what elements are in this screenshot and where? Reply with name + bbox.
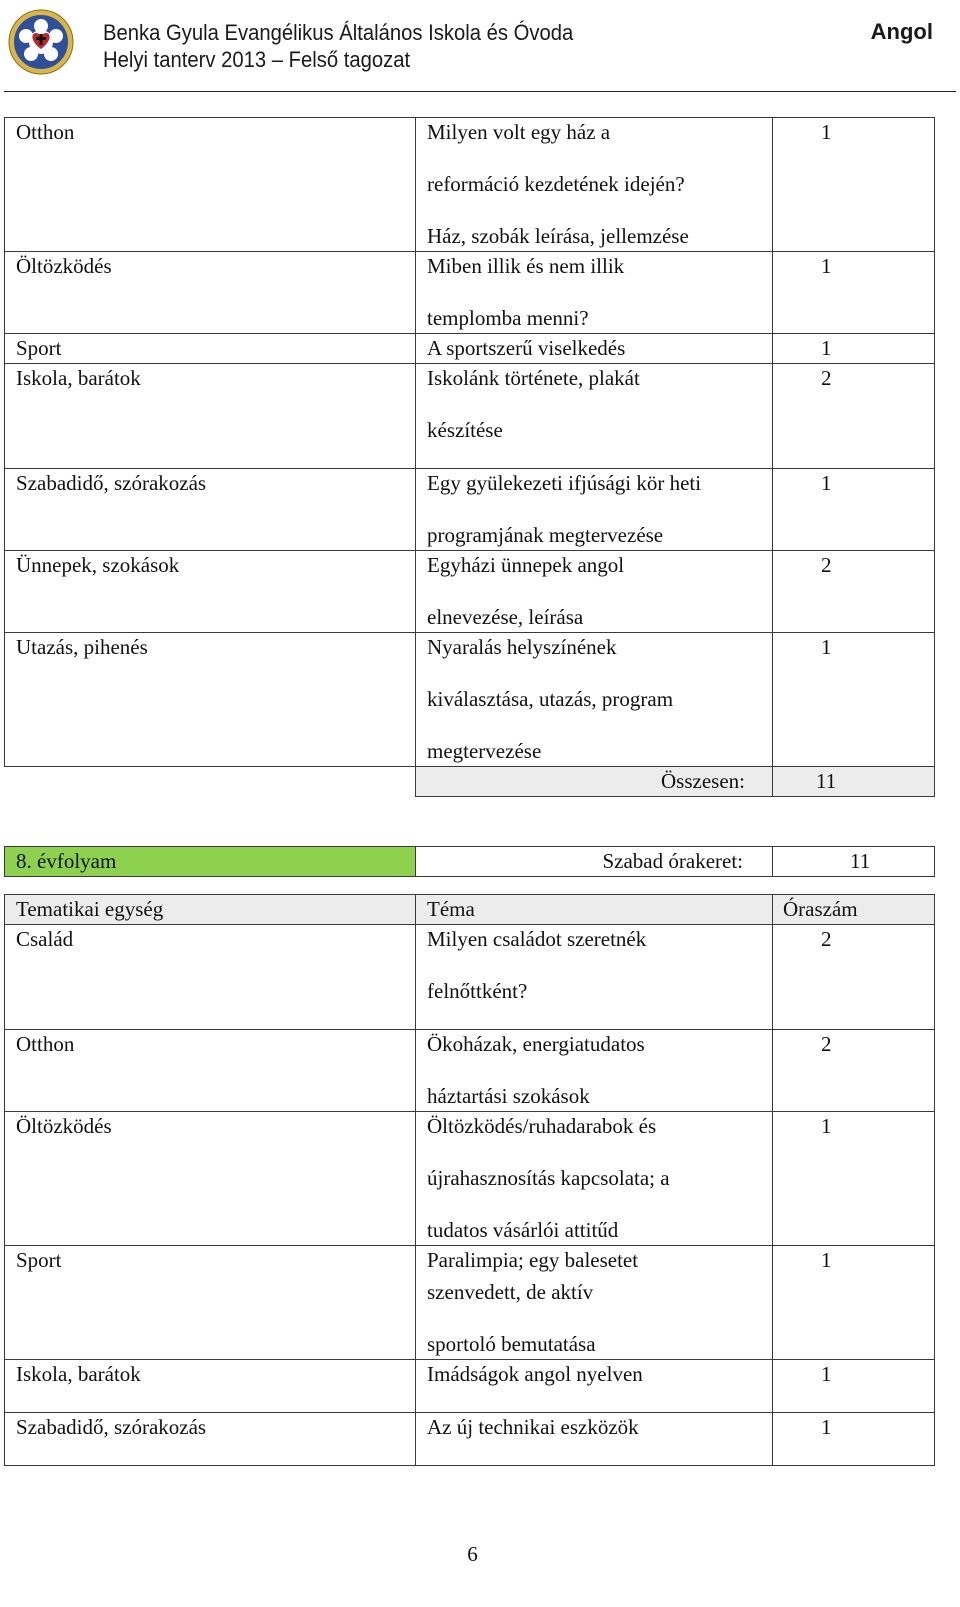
topic-cell (416, 1030, 773, 1112)
hours-cell: 1 (773, 1246, 935, 1360)
unit-cell: Utazás, pihenés (5, 633, 416, 767)
free-hours-label: Szabad órakeret: (416, 847, 773, 877)
topic-cell (416, 1413, 773, 1466)
header-unit: Tematikai egység (5, 895, 416, 925)
table-row (5, 364, 935, 469)
unit-cell: Öltözködés (5, 252, 416, 334)
topic-line: templomba menni? (427, 306, 589, 330)
unit-cell: Otthon (5, 1030, 416, 1112)
unit-cell: Szabadidő, szórakozás (5, 469, 416, 551)
topic-line: programjának megtervezése (427, 523, 664, 547)
luther-rose-seal-icon (8, 9, 74, 75)
page-header (0, 0, 960, 92)
topic-line: Imádságok angol nyelven (427, 1362, 643, 1386)
hours-cell: 1 (773, 1360, 935, 1413)
topic-line: szenvedett, de aktív (427, 1280, 594, 1304)
hours-cell: 1 (773, 118, 935, 252)
header-hours: Óraszám (773, 895, 935, 925)
grade-row-table (4, 846, 935, 877)
topic-cell (416, 551, 773, 633)
topic-line: Milyen volt egy ház a (427, 120, 611, 144)
unit-cell: Iskola, barátok (5, 1360, 416, 1413)
table-row (5, 633, 935, 767)
topic-line: készítése (427, 418, 503, 442)
topic-cell (416, 633, 773, 767)
topic-line: Öltözködés/ruhadarabok és (427, 1114, 657, 1138)
hours-cell: 1 (773, 469, 935, 551)
topic-line: Iskolánk története, plakát (427, 366, 640, 390)
table-row (5, 925, 935, 1030)
unit-cell: Iskola, barátok (5, 364, 416, 469)
grade-label: 8. évfolyam (5, 847, 416, 877)
table-row (5, 1246, 935, 1360)
unit-cell: Otthon (5, 118, 416, 252)
topic-line: Paralimpia; egy balesetet (427, 1248, 639, 1272)
header-divider (4, 91, 956, 92)
school-name: Benka Gyula Evangélikus Általános Iskola és Óvoda (103, 20, 574, 45)
hours-cell: 2 (773, 925, 935, 1030)
topic-line: háztartási szokások (427, 1084, 590, 1108)
total-value: 11 (773, 767, 935, 797)
topic-cell (416, 334, 773, 364)
empty-cell (5, 767, 416, 797)
topic-cell (416, 1360, 773, 1413)
topic-cell (416, 925, 773, 1030)
page-number: 6 (467, 1542, 478, 1566)
grade-row (5, 847, 935, 877)
topic-line: Nyaralás helyszínének (427, 635, 617, 659)
topic-cell (416, 469, 773, 551)
hours-cell: 2 (773, 364, 935, 469)
topic-line: elnevezése, leírása (427, 605, 584, 629)
topic-line: kiválasztása, utazás, program (427, 687, 674, 711)
total-label: Összesen: (416, 767, 773, 797)
hours-cell: 1 (773, 252, 935, 334)
topic-line: újrahasznosítás kapcsolata; a (427, 1166, 670, 1190)
topic-line: Ökoházak, energiatudatos (427, 1032, 645, 1056)
table-row (5, 334, 935, 364)
school-title (103, 19, 573, 73)
subject-title: Angol (870, 19, 933, 44)
hours-cell: 1 (773, 1112, 935, 1246)
topics-table-7 (4, 117, 935, 797)
topic-line: Egyházi ünnepek angol (427, 553, 625, 577)
hours-cell: 1 (773, 633, 935, 767)
topic-cell (416, 1246, 773, 1360)
table-row (5, 551, 935, 633)
header-topic: Téma (416, 895, 773, 925)
table-row (5, 1112, 935, 1246)
unit-cell: Ünnepek, szokások (5, 551, 416, 633)
topic-cell (416, 364, 773, 469)
table-row (5, 252, 935, 334)
table-row (5, 1030, 935, 1112)
topic-line: Egy gyülekezeti ifjúsági kör heti (427, 471, 702, 495)
unit-cell: Sport (5, 334, 416, 364)
topic-cell (416, 1112, 773, 1246)
hours-cell: 1 (773, 334, 935, 364)
table-row (5, 118, 935, 252)
topic-line: Milyen családot szeretnék (427, 927, 647, 951)
hours-cell: 1 (773, 1413, 935, 1466)
topic-line: Az új technikai eszközök (427, 1415, 639, 1439)
unit-cell: Öltözködés (5, 1112, 416, 1246)
topic-line: sportoló bemutatása (427, 1332, 596, 1356)
topic-line: reformáció kezdetének idején? (427, 172, 685, 196)
unit-cell: Család (5, 925, 416, 1030)
table-row (5, 469, 935, 551)
topic-line: felnőttként? (427, 979, 528, 1003)
topic-line: Miben illik és nem illik (427, 254, 625, 278)
table-row (5, 1413, 935, 1466)
free-hours-value: 11 (773, 847, 935, 877)
topics-table-8 (4, 894, 935, 1466)
table-header-row (5, 895, 935, 925)
total-row (5, 767, 935, 797)
unit-cell: Szabadidő, szórakozás (5, 1413, 416, 1466)
unit-cell: Sport (5, 1246, 416, 1360)
topic-cell (416, 252, 773, 334)
table-row (5, 1360, 935, 1413)
hours-cell: 2 (773, 551, 935, 633)
topic-line: A sportszerű viselkedés (427, 336, 626, 360)
topic-line: Ház, szobák leírása, jellemzése (427, 224, 689, 248)
topic-line: tudatos vásárlói attitűd (427, 1218, 619, 1242)
curriculum-title: Helyi tanterv 2013 – Felső tagozat (103, 47, 411, 72)
hours-cell: 2 (773, 1030, 935, 1112)
topic-cell (416, 118, 773, 252)
topic-line: megtervezése (427, 739, 542, 763)
